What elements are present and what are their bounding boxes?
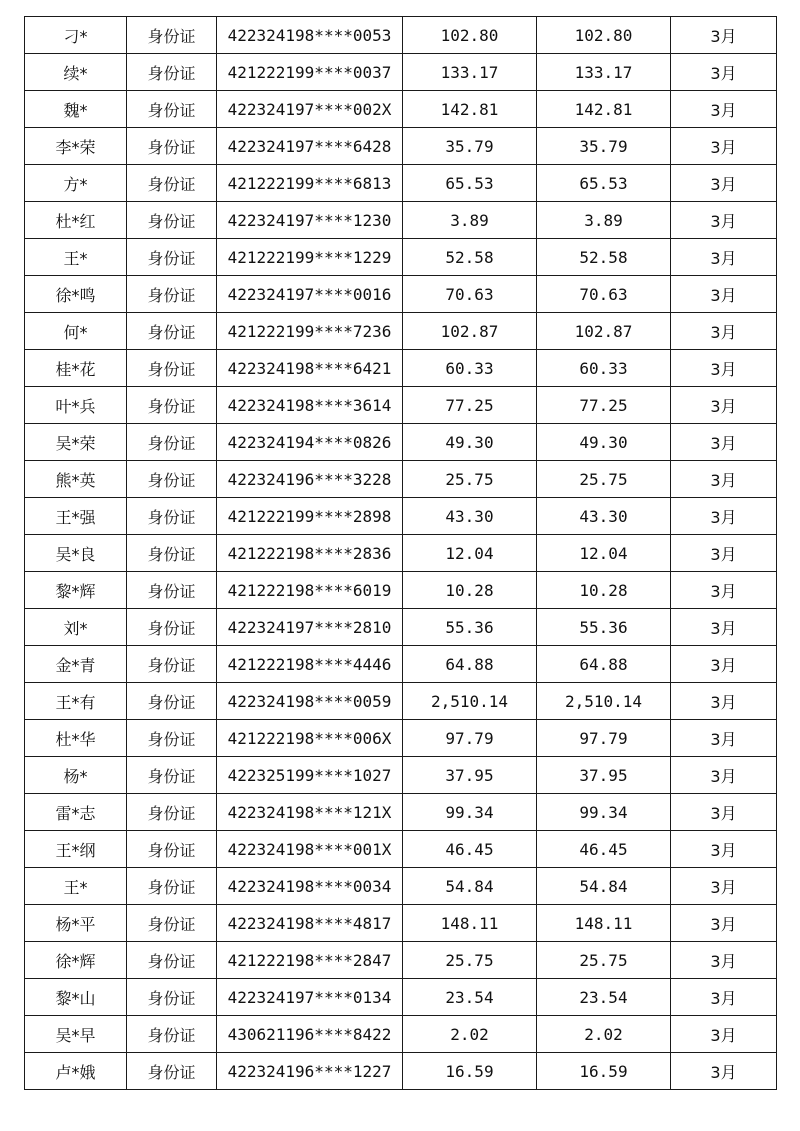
id-number-cell: 430621196****8422 [217,1016,403,1053]
id-number-cell: 421222199****7236 [217,313,403,350]
amount-b-cell: 2.02 [537,1016,671,1053]
month-cell: 3月 [671,1016,777,1053]
amount-a-cell: 23.54 [403,979,537,1016]
month-cell: 3月 [671,276,777,313]
name-cell: 卢*娥 [25,1053,127,1090]
month-cell: 3月 [671,572,777,609]
id-number-cell: 421222198****006X [217,720,403,757]
table-row [25,757,777,794]
table-body [25,17,777,1090]
amount-a-cell: 142.81 [403,91,537,128]
name-cell: 魏* [25,91,127,128]
id-type-cell: 身份证 [127,683,217,720]
amount-a-cell: 70.63 [403,276,537,313]
amount-b-cell: 35.79 [537,128,671,165]
amount-b-cell: 46.45 [537,831,671,868]
amount-b-cell: 65.53 [537,165,671,202]
table-row [25,17,777,54]
amount-a-cell: 102.87 [403,313,537,350]
amount-b-cell: 148.11 [537,905,671,942]
table-row [25,979,777,1016]
month-cell: 3月 [671,461,777,498]
amount-b-cell: 55.36 [537,609,671,646]
amount-b-cell: 54.84 [537,868,671,905]
id-number-cell: 421222198****2847 [217,942,403,979]
amount-a-cell: 133.17 [403,54,537,91]
month-cell: 3月 [671,757,777,794]
amount-a-cell: 43.30 [403,498,537,535]
id-type-cell: 身份证 [127,1053,217,1090]
table-row [25,276,777,313]
amount-b-cell: 23.54 [537,979,671,1016]
amount-a-cell: 148.11 [403,905,537,942]
name-cell: 王* [25,868,127,905]
amount-b-cell: 16.59 [537,1053,671,1090]
amount-b-cell: 3.89 [537,202,671,239]
amount-b-cell: 99.34 [537,794,671,831]
id-number-cell: 422324198****3614 [217,387,403,424]
amount-a-cell: 77.25 [403,387,537,424]
payment-table [24,16,777,1090]
id-number-cell: 422324197****0134 [217,979,403,1016]
name-cell: 徐*鸣 [25,276,127,313]
table-row [25,572,777,609]
table-row [25,350,777,387]
amount-a-cell: 16.59 [403,1053,537,1090]
table-row [25,424,777,461]
month-cell: 3月 [671,979,777,1016]
name-cell: 续* [25,54,127,91]
table-row [25,498,777,535]
id-type-cell: 身份证 [127,202,217,239]
id-number-cell: 421222198****6019 [217,572,403,609]
amount-a-cell: 25.75 [403,461,537,498]
id-number-cell: 422324197****002X [217,91,403,128]
id-type-cell: 身份证 [127,905,217,942]
name-cell: 杜*华 [25,720,127,757]
table-row [25,461,777,498]
amount-a-cell: 49.30 [403,424,537,461]
amount-a-cell: 35.79 [403,128,537,165]
name-cell: 杨*平 [25,905,127,942]
name-cell: 吴*早 [25,1016,127,1053]
id-type-cell: 身份证 [127,535,217,572]
amount-b-cell: 12.04 [537,535,671,572]
amount-a-cell: 46.45 [403,831,537,868]
id-type-cell: 身份证 [127,1016,217,1053]
id-type-cell: 身份证 [127,498,217,535]
amount-b-cell: 60.33 [537,350,671,387]
id-type-cell: 身份证 [127,646,217,683]
table-row [25,942,777,979]
amount-a-cell: 60.33 [403,350,537,387]
month-cell: 3月 [671,202,777,239]
id-number-cell: 422324196****1227 [217,1053,403,1090]
amount-b-cell: 52.58 [537,239,671,276]
amount-b-cell: 2,510.14 [537,683,671,720]
table-row [25,646,777,683]
table-row [25,239,777,276]
name-cell: 王* [25,239,127,276]
month-cell: 3月 [671,720,777,757]
id-number-cell: 421222199****2898 [217,498,403,535]
amount-a-cell: 99.34 [403,794,537,831]
table-row [25,1016,777,1053]
id-number-cell: 422324198****0034 [217,868,403,905]
table-row [25,868,777,905]
name-cell: 吴*良 [25,535,127,572]
amount-a-cell: 102.80 [403,17,537,54]
name-cell: 方* [25,165,127,202]
name-cell: 何* [25,313,127,350]
table-row [25,794,777,831]
name-cell: 金*青 [25,646,127,683]
id-number-cell: 422324198****121X [217,794,403,831]
id-number-cell: 422324197****0016 [217,276,403,313]
month-cell: 3月 [671,91,777,128]
name-cell: 杜*红 [25,202,127,239]
month-cell: 3月 [671,424,777,461]
amount-a-cell: 52.58 [403,239,537,276]
table-row [25,535,777,572]
month-cell: 3月 [671,683,777,720]
id-type-cell: 身份证 [127,165,217,202]
id-type-cell: 身份证 [127,868,217,905]
amount-a-cell: 12.04 [403,535,537,572]
amount-a-cell: 55.36 [403,609,537,646]
id-type-cell: 身份证 [127,831,217,868]
month-cell: 3月 [671,535,777,572]
amount-b-cell: 97.79 [537,720,671,757]
name-cell: 王*纲 [25,831,127,868]
month-cell: 3月 [671,17,777,54]
month-cell: 3月 [671,794,777,831]
id-type-cell: 身份证 [127,609,217,646]
table-row [25,165,777,202]
month-cell: 3月 [671,128,777,165]
amount-b-cell: 102.87 [537,313,671,350]
id-type-cell: 身份证 [127,54,217,91]
amount-a-cell: 2.02 [403,1016,537,1053]
id-number-cell: 421222199****0037 [217,54,403,91]
table-row [25,387,777,424]
id-type-cell: 身份证 [127,979,217,1016]
id-type-cell: 身份证 [127,276,217,313]
id-number-cell: 422324198****0059 [217,683,403,720]
id-number-cell: 421222198****4446 [217,646,403,683]
id-type-cell: 身份证 [127,757,217,794]
id-number-cell: 422324197****6428 [217,128,403,165]
id-type-cell: 身份证 [127,424,217,461]
id-type-cell: 身份证 [127,17,217,54]
amount-b-cell: 77.25 [537,387,671,424]
name-cell: 刁* [25,17,127,54]
id-type-cell: 身份证 [127,313,217,350]
month-cell: 3月 [671,831,777,868]
table-row [25,128,777,165]
id-type-cell: 身份证 [127,720,217,757]
amount-a-cell: 37.95 [403,757,537,794]
name-cell: 王*有 [25,683,127,720]
month-cell: 3月 [671,239,777,276]
table-row [25,91,777,128]
name-cell: 叶*兵 [25,387,127,424]
amount-b-cell: 43.30 [537,498,671,535]
table-row [25,1053,777,1090]
id-number-cell: 422325199****1027 [217,757,403,794]
amount-b-cell: 102.80 [537,17,671,54]
name-cell: 吴*荣 [25,424,127,461]
id-number-cell: 422324194****0826 [217,424,403,461]
month-cell: 3月 [671,387,777,424]
month-cell: 3月 [671,609,777,646]
month-cell: 3月 [671,942,777,979]
id-type-cell: 身份证 [127,350,217,387]
table-row [25,905,777,942]
id-type-cell: 身份证 [127,572,217,609]
id-type-cell: 身份证 [127,461,217,498]
month-cell: 3月 [671,1053,777,1090]
id-number-cell: 421222198****2836 [217,535,403,572]
id-type-cell: 身份证 [127,942,217,979]
amount-b-cell: 25.75 [537,942,671,979]
month-cell: 3月 [671,646,777,683]
id-number-cell: 422324198****0053 [217,17,403,54]
month-cell: 3月 [671,868,777,905]
amount-b-cell: 70.63 [537,276,671,313]
amount-a-cell: 3.89 [403,202,537,239]
name-cell: 刘* [25,609,127,646]
id-number-cell: 421222199****6813 [217,165,403,202]
month-cell: 3月 [671,54,777,91]
month-cell: 3月 [671,350,777,387]
month-cell: 3月 [671,498,777,535]
table-row [25,683,777,720]
id-type-cell: 身份证 [127,387,217,424]
id-type-cell: 身份证 [127,794,217,831]
table-row [25,313,777,350]
id-number-cell: 422324198****4817 [217,905,403,942]
amount-a-cell: 65.53 [403,165,537,202]
name-cell: 雷*志 [25,794,127,831]
id-type-cell: 身份证 [127,128,217,165]
table-row [25,831,777,868]
amount-a-cell: 10.28 [403,572,537,609]
table-row [25,609,777,646]
amount-b-cell: 37.95 [537,757,671,794]
month-cell: 3月 [671,905,777,942]
amount-a-cell: 2,510.14 [403,683,537,720]
amount-a-cell: 64.88 [403,646,537,683]
amount-a-cell: 25.75 [403,942,537,979]
name-cell: 熊*英 [25,461,127,498]
amount-b-cell: 49.30 [537,424,671,461]
amount-b-cell: 10.28 [537,572,671,609]
month-cell: 3月 [671,313,777,350]
name-cell: 桂*花 [25,350,127,387]
id-number-cell: 422324197****1230 [217,202,403,239]
table-row [25,54,777,91]
id-number-cell: 422324196****3228 [217,461,403,498]
amount-b-cell: 142.81 [537,91,671,128]
id-number-cell: 422324198****001X [217,831,403,868]
id-type-cell: 身份证 [127,91,217,128]
month-cell: 3月 [671,165,777,202]
amount-a-cell: 54.84 [403,868,537,905]
amount-a-cell: 97.79 [403,720,537,757]
table-row [25,202,777,239]
name-cell: 杨* [25,757,127,794]
id-number-cell: 422324198****6421 [217,350,403,387]
name-cell: 黎*辉 [25,572,127,609]
name-cell: 王*强 [25,498,127,535]
name-cell: 黎*山 [25,979,127,1016]
id-type-cell: 身份证 [127,239,217,276]
name-cell: 徐*辉 [25,942,127,979]
id-number-cell: 422324197****2810 [217,609,403,646]
amount-b-cell: 133.17 [537,54,671,91]
amount-b-cell: 64.88 [537,646,671,683]
table-row [25,720,777,757]
name-cell: 李*荣 [25,128,127,165]
amount-b-cell: 25.75 [537,461,671,498]
id-number-cell: 421222199****1229 [217,239,403,276]
